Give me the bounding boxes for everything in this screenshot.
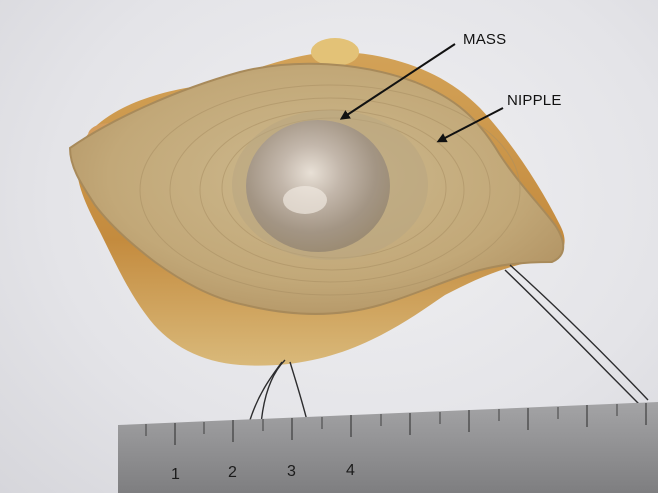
ruler-number-3: 3: [287, 463, 296, 480]
mass-label: MASS: [463, 31, 507, 48]
ruler-number-4: 4: [346, 462, 355, 479]
ruler-number-2: 2: [228, 464, 237, 481]
mass-dome: [246, 120, 390, 252]
fat-lobule-top: [311, 38, 359, 66]
ruler: [118, 402, 658, 493]
nipple-label: NIPPLE: [507, 92, 562, 109]
ruler-number-1: 1: [171, 466, 180, 483]
mass-highlight: [283, 186, 327, 214]
